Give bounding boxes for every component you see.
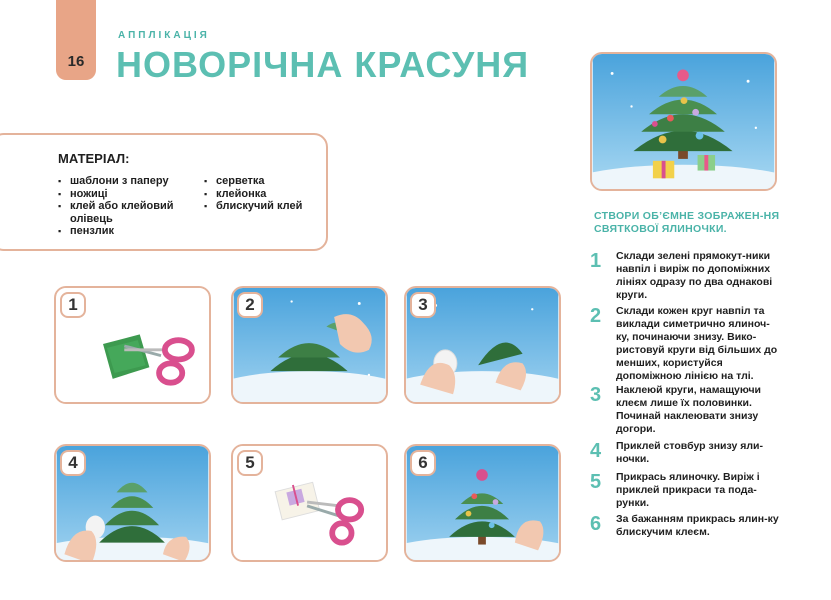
- step-image-6: [404, 444, 561, 562]
- step-image-1: [54, 286, 211, 404]
- step-image-2: [231, 286, 388, 404]
- step-number-badge: 4: [60, 450, 86, 476]
- instruction-text: Склади зелені прямокут-ники навпіл і виріж по допоміжних лініях одразу по два однакові круги.: [616, 250, 773, 301]
- material-item: ▪ клейонка: [204, 188, 304, 201]
- page-number: 16: [67, 53, 85, 70]
- materials-list-right: [204, 175, 304, 213]
- page-number-tab: [56, 0, 96, 80]
- materials-list-left: [58, 175, 190, 238]
- instruction-text: Наклеюй круги, намащуючи клеєм лише їх половинки. Починай наклеювати знизу догори.: [616, 384, 762, 435]
- instruction-text: За бажанням прикрась ялин-ку блискучим клеєм.: [616, 513, 779, 538]
- step-number-badge: 5: [237, 450, 263, 476]
- material-item: ▪ шаблони з паперу: [58, 175, 190, 188]
- step-image-3: [404, 286, 561, 404]
- instructions-heading: СТВОРИ ОБ’ЄМНЕ ЗОБРАЖЕН-НЯ СВЯТКОВОЇ ЯЛИНОЧКИ.: [594, 210, 780, 235]
- material-item: ▪ блискучий клей: [204, 200, 304, 213]
- materials-box: [0, 133, 328, 251]
- material-item: ▪ серветка: [204, 175, 304, 188]
- instruction-text: Склади кожен круг навпіл та виклади симетрично ялиноч-ку, починаючи знизу. Вико-ристовуй круги від більших до менших, користуйся допоміжною лінією на тлі.: [616, 305, 778, 382]
- instruction-number: 1: [590, 250, 602, 272]
- material-item: ▪ клей або клейовий олівець: [58, 200, 190, 225]
- christmas-tree-icon: [592, 54, 775, 189]
- category-label: АППЛІКАЦІЯ: [118, 30, 210, 41]
- step-image-5: [231, 444, 388, 562]
- step-number-badge: 2: [237, 292, 263, 318]
- material-item: ▪ ножиці: [58, 188, 190, 201]
- page-title: НОВОРІЧНА КРАСУНЯ: [116, 44, 530, 85]
- instruction-number: 2: [590, 305, 602, 327]
- step-number-badge: 6: [410, 450, 436, 476]
- instruction-number: 4: [590, 440, 602, 462]
- step-image-4: [54, 444, 211, 562]
- step-number-badge: 1: [60, 292, 86, 318]
- instruction-text: Прикрась ялиночку. Виріж і приклей прикраси та пода-рунки.: [616, 471, 760, 509]
- instruction-text: Приклей стовбур знизу яли-ночки.: [616, 440, 763, 465]
- materials-heading: МАТЕРІАЛ:: [58, 151, 130, 166]
- step-number-badge: 3: [410, 292, 436, 318]
- instruction-number: 5: [590, 471, 602, 493]
- material-item: ▪ пензлик: [58, 225, 190, 238]
- instruction-number: 6: [590, 513, 602, 535]
- finished-tree-image: [590, 52, 777, 191]
- instruction-number: 3: [590, 384, 602, 406]
